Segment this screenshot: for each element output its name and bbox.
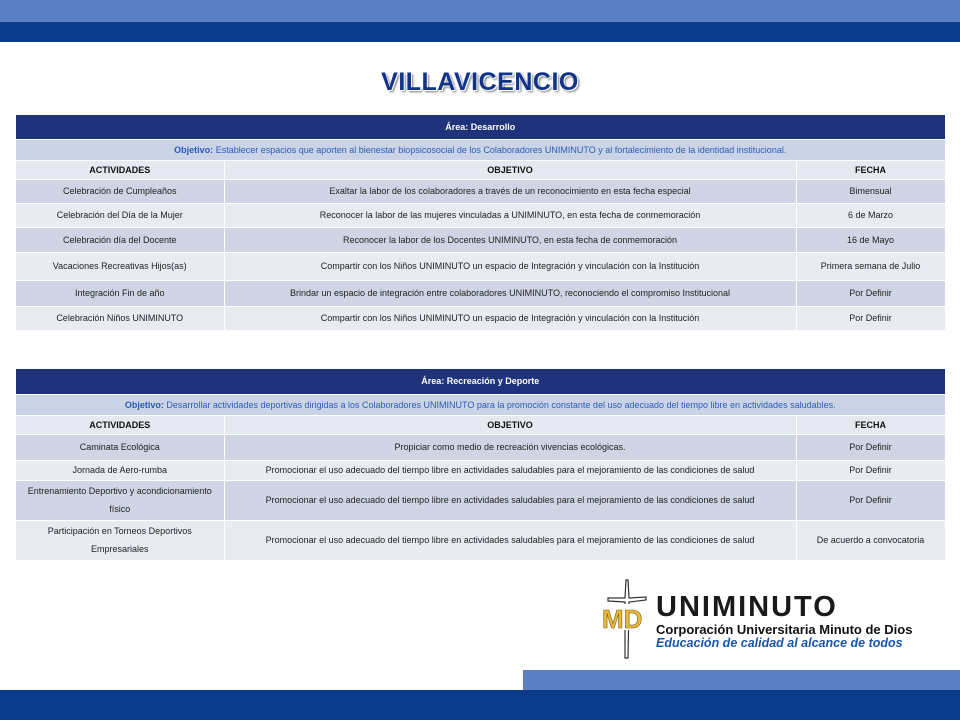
cell-objetivo: Compartir con los Niños UNIMINUTO un espacio de Integración y vinculación con la Institución (224, 306, 796, 330)
cell-actividad: Celebración día del Docente (16, 227, 224, 252)
table-row (16, 203, 945, 227)
cell-objetivo: Brindar un espacio de integración entre colaboradores UNIMINUTO, reconociendo el compromiso Institucional (224, 280, 796, 306)
cell-objetivo: Compartir con los Niños UNIMINUTO un espacio de Integración y vinculación con la Institución (224, 252, 796, 280)
table-row (16, 280, 945, 306)
column-header-row (16, 160, 945, 179)
table-recreacion-deporte (16, 369, 946, 561)
column-header-fecha: FECHA (796, 160, 945, 179)
logo-subtitle: Corporación Universitaria Minuto de Dios (656, 622, 913, 637)
table-row (16, 434, 945, 460)
table-row (16, 252, 945, 280)
cell-fecha: 16 de Mayo (796, 227, 945, 252)
objective-text: Desarrollar actividades deportivas dirigidas a los Colaboradores UNIMINUTO para la promoción constante del uso adecuado del tiempo libre en actividades saludables. (163, 399, 836, 410)
column-header-objetivo: OBJETIVO (224, 415, 796, 434)
top-band-dark (0, 22, 960, 42)
md-cross-icon (598, 578, 658, 660)
cell-actividad: Celebración del Día de la Mujer (16, 203, 224, 227)
cell-actividad: Vacaciones Recreativas Hijos(as) (16, 252, 224, 280)
cell-objetivo: Reconocer la labor de los Docentes UNIMINUTO, en esta fecha de conmemoración (224, 227, 796, 252)
table-desarrollo (16, 115, 946, 331)
cell-fecha: 6 de Marzo (796, 203, 945, 227)
cell-objetivo: Reconocer la labor de las mujeres vinculadas a UNIMINUTO, en esta fecha de conmemoración (224, 203, 796, 227)
cell-actividad: Participación en Torneos Deportivos Empresariales (16, 520, 224, 560)
column-header-actividades: ACTIVIDADES (16, 160, 224, 179)
cell-actividad: Entrenamiento Deportivo y acondicionamiento físico (16, 480, 224, 520)
top-band-light (0, 0, 960, 22)
cell-fecha: Bimensual (796, 179, 945, 203)
table-row (16, 460, 945, 480)
cell-objetivo: Exaltar la labor de los colaboradores a través de un reconocimiento en esta fecha especial (224, 179, 796, 203)
cell-actividad: Celebración de Cumpleaños (16, 179, 224, 203)
column-header-actividades: ACTIVIDADES (16, 415, 224, 434)
cell-fecha: Primera semana de Julio (796, 252, 945, 280)
logo-monogram: MD (602, 604, 643, 634)
cell-fecha: Por Definir (796, 480, 945, 520)
column-header-row (16, 415, 945, 434)
table-row (16, 480, 945, 520)
bottom-band (0, 690, 960, 720)
cell-fecha: Por Definir (796, 434, 945, 460)
bottom-accent-band (523, 670, 960, 690)
table-row (16, 520, 945, 560)
table-row (16, 179, 945, 203)
cell-objetivo: Propiciar como medio de recreación vivencias ecológicas. (224, 434, 796, 460)
cell-fecha: Por Definir (796, 280, 945, 306)
logo-name: UNIMINUTO (656, 591, 838, 623)
uniminuto-logo (598, 578, 920, 658)
cell-fecha: Por Definir (796, 460, 945, 480)
objective-cell (16, 139, 945, 160)
cell-objetivo: Promocionar el uso adecuado del tiempo libre en actividades saludables para el mejoramiento de las condiciones de salud (224, 480, 796, 520)
area-header-row (16, 115, 945, 139)
table-row (16, 227, 945, 252)
cell-fecha: Por Definir (796, 306, 945, 330)
table-row (16, 306, 945, 330)
objective-label: Objetivo: (174, 144, 214, 155)
cell-objetivo: Promocionar el uso adecuado del tiempo libre en actividades saludables para el mejoramiento de las condiciones de salud (224, 520, 796, 560)
logo-tagline: Educación de calidad al alcance de todos (656, 636, 903, 650)
cell-objetivo: Promocionar el uso adecuado del tiempo libre en actividades saludables para el mejoramiento de las condiciones de salud (224, 460, 796, 480)
page-title: VILLAVICENCIO (381, 68, 579, 96)
column-header-fecha: FECHA (796, 415, 945, 434)
cell-actividad: Integración Fin de año (16, 280, 224, 306)
objective-cell (16, 394, 945, 415)
area-header: Área: Desarrollo (16, 115, 945, 139)
objective-row (16, 139, 945, 160)
objective-row (16, 394, 945, 415)
objective-label: Objetivo: (124, 399, 164, 410)
cell-fecha: De acuerdo a convocatoria (796, 520, 945, 560)
cell-actividad: Jornada de Aero-rumba (16, 460, 224, 480)
area-header-row (16, 369, 945, 394)
objective-text: Establecer espacios que aporten al bienestar biopsicosocial de los Colaboradores UNIMINUTO y al fortalecimiento de la identidad institucional. (213, 144, 787, 155)
area-header: Área: Recreación y Deporte (16, 369, 945, 394)
cell-actividad: Celebración Niños UNIMINUTO (16, 306, 224, 330)
column-header-objetivo: OBJETIVO (224, 160, 796, 179)
cell-actividad: Caminata Ecológica (16, 434, 224, 460)
